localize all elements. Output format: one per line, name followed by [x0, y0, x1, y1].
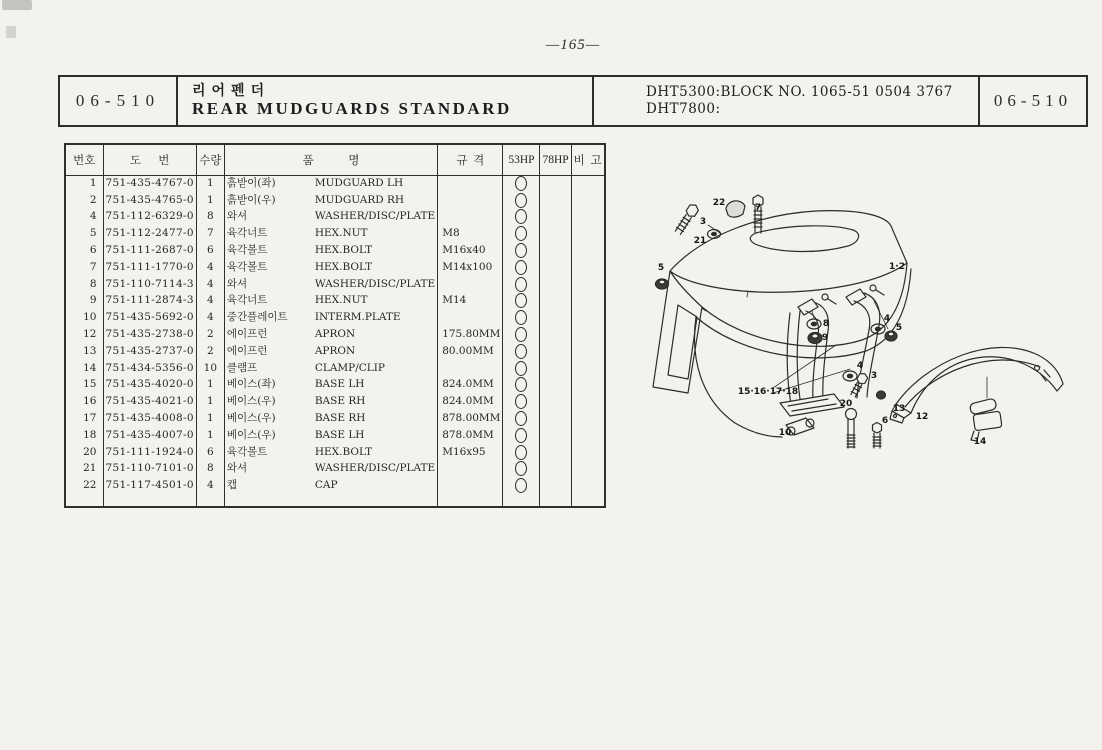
- cell-row-number: 20: [65, 444, 103, 461]
- cell-row-number: 4: [65, 209, 103, 226]
- cell-53hp-mark: [503, 293, 540, 310]
- cell-row-number: 12: [65, 326, 103, 343]
- cell-78hp-mark: [540, 326, 571, 343]
- col-header-spec: 규 격: [438, 144, 503, 175]
- cell-remark: [571, 293, 604, 310]
- washer-part-21: [708, 230, 721, 239]
- cell-part-number: 751-112-2477-0: [103, 225, 196, 242]
- cell-row-number: 14: [65, 360, 103, 377]
- parts-table: [64, 143, 606, 508]
- cell-part-name: [224, 242, 437, 259]
- cell-part-number: 751-435-4020-0: [103, 377, 196, 394]
- applicability-circle: [515, 344, 527, 359]
- cell-quantity: 10: [196, 360, 224, 377]
- cell-part-number: 751-110-7114-3: [103, 276, 196, 293]
- cell-remark: [571, 276, 604, 293]
- cell-part-number: 751-117-4501-0: [103, 477, 196, 494]
- cell-spec: 824.0MM: [438, 393, 503, 410]
- cell-spec: [438, 477, 503, 494]
- applicability-circle: [515, 327, 527, 342]
- callout-label-13: 13: [892, 404, 906, 414]
- part-name-english: WASHER/DISC/PLATE: [314, 210, 436, 223]
- part-name-korean: 클램프: [226, 361, 258, 374]
- title-english: REAR MUDGUARDS STANDARD: [192, 99, 512, 118]
- cell-quantity: 4: [196, 293, 224, 310]
- cell-53hp-mark: [503, 427, 540, 444]
- cell-row-number: 21: [65, 461, 103, 478]
- callout-label-15-16-17-18: 15·16·17·18: [737, 387, 799, 397]
- cell-78hp-mark: [540, 410, 571, 427]
- cell-remark: [571, 410, 604, 427]
- cell-part-number: 751-435-4767-0: [103, 175, 196, 192]
- cell-78hp-mark: [540, 427, 571, 444]
- callout-label-22: 22: [712, 198, 726, 208]
- col-header-part-number: 도 번: [103, 144, 196, 175]
- cell-part-number: 751-435-4007-0: [103, 427, 196, 444]
- cell-53hp-mark: [503, 225, 540, 242]
- part-name-english: HEX.BOLT: [314, 244, 373, 257]
- applicability-circle: [515, 260, 527, 275]
- table-row: [65, 326, 605, 343]
- cell-part-name: [224, 343, 437, 360]
- cell-remark: [571, 326, 604, 343]
- cell-spec: [438, 360, 503, 377]
- table-row: [65, 393, 605, 410]
- cell-part-name: [224, 225, 437, 242]
- cell-quantity: 4: [196, 259, 224, 276]
- applicability-circle: [515, 461, 527, 476]
- applicability-circle: [515, 277, 527, 292]
- col-header-remarks: 비 고: [571, 144, 604, 175]
- cell-row-number: 7: [65, 259, 103, 276]
- callout-label-20: 20: [839, 399, 853, 409]
- table-row: [65, 410, 605, 427]
- cell-53hp-mark: [503, 343, 540, 360]
- cell-spec: [438, 175, 503, 192]
- part-name-english: WASHER/DISC/PLATE: [314, 277, 436, 290]
- model-line-1: DHT5300:BLOCK NO. 1065-51 0504 3767: [646, 84, 953, 100]
- part-name-korean: 베이스(우): [226, 412, 276, 425]
- bolt-part-6: [873, 423, 882, 449]
- part-name-korean: 육각너트: [226, 227, 268, 240]
- part-name-english: CAP: [314, 479, 338, 492]
- callout-label-4: 4: [883, 314, 891, 324]
- section-code-right: 06-510: [993, 91, 1073, 110]
- nut-below-bolt-3: [877, 391, 886, 399]
- cell-row-number: 5: [65, 225, 103, 242]
- table-row: [65, 309, 605, 326]
- cell-78hp-mark: [540, 477, 571, 494]
- nut-part-9: [808, 333, 822, 344]
- parts-table-header: [65, 144, 605, 175]
- nut-part-5-right: [885, 331, 897, 341]
- applicability-circle: [515, 293, 527, 308]
- cell-row-number: 1: [65, 175, 103, 192]
- part-name-english: BASE RH: [314, 412, 366, 425]
- applicability-circle: [515, 193, 527, 208]
- applicability-circle: [515, 310, 527, 325]
- cell-row-number: 16: [65, 393, 103, 410]
- cell-part-number: 751-435-4021-0: [103, 393, 196, 410]
- cell-part-name: [224, 192, 437, 209]
- cell-remark: [571, 343, 604, 360]
- cell-part-name: [224, 477, 437, 494]
- section-code-left: 06-510: [60, 77, 178, 125]
- part-name-english: MUDGUARD LH: [314, 177, 404, 190]
- parts-table-body: [65, 175, 605, 507]
- applicability-circle: [515, 377, 527, 392]
- applicability-circle: [515, 209, 527, 224]
- part-name-korean: 중간플레이트: [226, 311, 288, 324]
- cell-quantity: 8: [196, 209, 224, 226]
- title-korean: 리어펜더: [192, 84, 271, 99]
- cell-spec: [438, 192, 503, 209]
- bolt-part-20: [846, 409, 857, 449]
- cell-part-name: [224, 259, 437, 276]
- applicability-circle: [515, 478, 527, 493]
- part-name-english: WASHER/DISC/PLATE: [314, 462, 436, 475]
- cell-78hp-mark: [540, 209, 571, 226]
- part-name-korean: 와셔: [226, 210, 248, 223]
- table-row: [65, 242, 605, 259]
- cell-quantity: 1: [196, 192, 224, 209]
- callout-label-5: 5: [895, 323, 903, 333]
- table-row: [65, 444, 605, 461]
- cell-spec: 175.80MM: [438, 326, 503, 343]
- page-number: —165—: [545, 37, 601, 53]
- cell-53hp-mark: [503, 242, 540, 259]
- col-header-part-name: 품 명: [224, 144, 437, 175]
- cell-quantity: 6: [196, 444, 224, 461]
- applicability-circle: [515, 411, 527, 426]
- cell-part-name: [224, 461, 437, 478]
- cell-quantity: 7: [196, 225, 224, 242]
- cell-53hp-mark: [503, 377, 540, 394]
- cell-part-number: 751-111-2874-3: [103, 293, 196, 310]
- part-name-korean: 와셔: [226, 462, 248, 475]
- washer-part-4-middle: [843, 371, 857, 381]
- cell-quantity: 2: [196, 343, 224, 360]
- cell-53hp-mark: [503, 326, 540, 343]
- cell-part-number: 751-435-4008-0: [103, 410, 196, 427]
- callout-label-7: 7: [754, 203, 762, 213]
- cell-remark: [571, 175, 604, 192]
- cell-row-number: 6: [65, 242, 103, 259]
- cell-53hp-mark: [503, 444, 540, 461]
- cell-remark: [571, 427, 604, 444]
- callout-label-8: 8: [822, 319, 830, 329]
- bracket-part-10: [786, 418, 814, 435]
- cell-part-number: 751-111-1770-0: [103, 259, 196, 276]
- table-row: [65, 293, 605, 310]
- cell-78hp-mark: [540, 242, 571, 259]
- cell-spec: [438, 461, 503, 478]
- model-cell: [594, 77, 980, 125]
- cell-remark: [571, 192, 604, 209]
- applicability-circle: [515, 394, 527, 409]
- cell-part-number: 751-434-5356-0: [103, 360, 196, 377]
- cell-spec: M16x95: [438, 444, 503, 461]
- part-name-english: INTERM.PLATE: [314, 311, 401, 324]
- cell-spec: 80.00MM: [438, 343, 503, 360]
- part-name-english: HEX.NUT: [314, 227, 368, 240]
- cell-part-number: 751-435-4765-0: [103, 192, 196, 209]
- col-header-qty: 수량: [196, 144, 224, 175]
- cell-quantity: 4: [196, 309, 224, 326]
- cell-spec: M14x100: [438, 259, 503, 276]
- part-name-english: HEX.BOLT: [314, 445, 373, 458]
- cell-part-name: [224, 276, 437, 293]
- callout-label-14: 14: [973, 437, 987, 447]
- cell-spec: 824.0MM: [438, 377, 503, 394]
- cell-53hp-mark: [503, 461, 540, 478]
- cell-remark: [571, 393, 604, 410]
- part-name-english: HEX.BOLT: [314, 260, 373, 273]
- table-row: [65, 225, 605, 242]
- cell-quantity: 4: [196, 276, 224, 293]
- applicability-circle: [515, 243, 527, 258]
- cell-quantity: 4: [196, 477, 224, 494]
- cell-spec: M14: [438, 293, 503, 310]
- col-header-78hp: 78HP: [540, 144, 571, 175]
- part-name-english: HEX.NUT: [314, 294, 368, 307]
- table-row: [65, 175, 605, 192]
- cap-part-22: [726, 201, 745, 217]
- washer-part-8: [807, 319, 821, 329]
- table-row: [65, 461, 605, 478]
- part-name-korean: 에이프런: [226, 328, 268, 341]
- table-row: [65, 377, 605, 394]
- cell-part-number: 751-111-1924-0: [103, 444, 196, 461]
- table-row: [65, 192, 605, 209]
- cell-78hp-mark: [540, 259, 571, 276]
- cell-remark: [571, 309, 604, 326]
- model-line-2: DHT7800:: [646, 101, 721, 117]
- cell-spec: M16x40: [438, 242, 503, 259]
- title-block: [58, 75, 1088, 127]
- callout-label-5: 5: [657, 263, 665, 273]
- cell-part-name: [224, 393, 437, 410]
- callout-label-6: 6: [881, 416, 889, 426]
- cell-remark: [571, 461, 604, 478]
- bolt-part-7: [753, 195, 763, 233]
- cell-remark: [571, 209, 604, 226]
- cell-row-number: 9: [65, 293, 103, 310]
- cell-quantity: 8: [196, 461, 224, 478]
- cell-78hp-mark: [540, 393, 571, 410]
- cell-spec: [438, 209, 503, 226]
- scan-binder-mark-2: [6, 26, 16, 38]
- nut-part-5-left: [656, 279, 669, 289]
- applicability-circle: [515, 176, 527, 191]
- cell-part-number: 751-435-2738-0: [103, 326, 196, 343]
- part-name-korean: 육각너트: [226, 294, 268, 307]
- cell-row-number: 13: [65, 343, 103, 360]
- part-name-korean: 베이스(우): [226, 428, 276, 441]
- cell-remark: [571, 259, 604, 276]
- part-name-english: BASE LH: [314, 428, 365, 441]
- cell-quantity: 1: [196, 175, 224, 192]
- table-row: [65, 343, 605, 360]
- cell-78hp-mark: [540, 175, 571, 192]
- cell-53hp-mark: [503, 175, 540, 192]
- cell-row-number: 15: [65, 377, 103, 394]
- callout-label-3: 3: [870, 371, 878, 381]
- cell-53hp-mark: [503, 259, 540, 276]
- cell-part-number: 751-112-6329-0: [103, 209, 196, 226]
- table-row: [65, 276, 605, 293]
- part-name-english: APRON: [314, 344, 356, 357]
- cell-part-name: [224, 377, 437, 394]
- cell-remark: [571, 444, 604, 461]
- part-name-english: BASE RH: [314, 395, 366, 408]
- cell-part-number: 751-110-7101-0: [103, 461, 196, 478]
- cell-78hp-mark: [540, 309, 571, 326]
- cell-spec: [438, 276, 503, 293]
- col-header-no: 번호: [65, 144, 103, 175]
- cell-row-number: 2: [65, 192, 103, 209]
- scan-binder-mark: [2, 0, 32, 10]
- cell-spec: 878.00MM: [438, 410, 503, 427]
- part-name-korean: 베이스(좌): [226, 378, 276, 391]
- cell-78hp-mark: [540, 377, 571, 394]
- applicability-circle: [515, 428, 527, 443]
- table-row: [65, 360, 605, 377]
- cell-remark: [571, 225, 604, 242]
- cell-78hp-mark: [540, 276, 571, 293]
- cell-remark: [571, 360, 604, 377]
- clamp-part-14: [969, 398, 1002, 441]
- callout-label-9: 9: [821, 333, 829, 343]
- table-row: [65, 259, 605, 276]
- cell-quantity: 6: [196, 242, 224, 259]
- cell-78hp-mark: [540, 444, 571, 461]
- applicability-circle: [515, 226, 527, 241]
- title-cell: [178, 77, 594, 125]
- part-name-korean: 에이프런: [226, 344, 268, 357]
- cell-row-number: 10: [65, 309, 103, 326]
- bolt-part-3-upper: [674, 202, 700, 235]
- cell-53hp-mark: [503, 276, 540, 293]
- cell-part-number: 751-435-5692-0: [103, 309, 196, 326]
- callout-label-3: 3: [699, 217, 707, 227]
- part-name-korean: 육각볼트: [226, 244, 268, 257]
- cell-part-name: [224, 410, 437, 427]
- cell-spec: M8: [438, 225, 503, 242]
- cell-remark: [571, 377, 604, 394]
- cell-53hp-mark: [503, 192, 540, 209]
- cell-53hp-mark: [503, 393, 540, 410]
- cell-part-number: 751-435-2737-0: [103, 343, 196, 360]
- part-name-korean: 흙받이(우): [226, 193, 276, 206]
- table-row: [65, 427, 605, 444]
- cell-part-name: [224, 209, 437, 226]
- part-name-english: APRON: [314, 328, 356, 341]
- part-name-korean: 흙받이(좌): [226, 177, 276, 190]
- table-row: [65, 477, 605, 494]
- table-row: [65, 209, 605, 226]
- cell-part-name: [224, 427, 437, 444]
- cell-part-name: [224, 293, 437, 310]
- cell-row-number: 17: [65, 410, 103, 427]
- cell-quantity: 1: [196, 427, 224, 444]
- cell-78hp-mark: [540, 225, 571, 242]
- cell-part-name: [224, 326, 437, 343]
- applicability-circle: [515, 361, 527, 376]
- cell-part-name: [224, 175, 437, 192]
- part-name-english: CLAMP/CLIP: [314, 361, 385, 374]
- table-bottom-spacer: [65, 494, 605, 507]
- cell-row-number: 18: [65, 427, 103, 444]
- callout-label-12: 12: [915, 412, 929, 422]
- callout-label-1-2: 1·2: [889, 262, 905, 272]
- col-header-53hp: 53HP: [503, 144, 540, 175]
- part-name-korean: 캡: [226, 479, 237, 492]
- callout-label-4: 4: [856, 361, 864, 371]
- cell-78hp-mark: [540, 360, 571, 377]
- cell-78hp-mark: [540, 461, 571, 478]
- cell-78hp-mark: [540, 293, 571, 310]
- cell-quantity: 2: [196, 326, 224, 343]
- cell-spec: [438, 309, 503, 326]
- cell-quantity: 1: [196, 393, 224, 410]
- cell-part-name: [224, 360, 437, 377]
- cell-row-number: 8: [65, 276, 103, 293]
- cell-part-name: [224, 444, 437, 461]
- mudguard-diagram-svg: [640, 185, 1080, 485]
- exploded-parts-diagram: [640, 185, 1080, 485]
- cell-53hp-mark: [503, 360, 540, 377]
- cell-53hp-mark: [503, 309, 540, 326]
- part-name-korean: 육각볼트: [226, 260, 268, 273]
- cell-53hp-mark: [503, 410, 540, 427]
- cell-78hp-mark: [540, 192, 571, 209]
- part-name-english: BASE LH: [314, 378, 365, 391]
- cell-remark: [571, 242, 604, 259]
- cell-spec: 878.0MM: [438, 427, 503, 444]
- cell-53hp-mark: [503, 477, 540, 494]
- cell-remark: [571, 477, 604, 494]
- cell-quantity: 1: [196, 410, 224, 427]
- cell-part-name: [224, 309, 437, 326]
- cell-quantity: 1: [196, 377, 224, 394]
- cell-part-number: 751-111-2687-0: [103, 242, 196, 259]
- callout-label-21: 21: [693, 236, 707, 246]
- applicability-circle: [515, 445, 527, 460]
- part-name-korean: 육각볼트: [226, 445, 268, 458]
- part-name-korean: 와셔: [226, 277, 248, 290]
- cell-row-number: 22: [65, 477, 103, 494]
- cell-78hp-mark: [540, 343, 571, 360]
- cell-53hp-mark: [503, 209, 540, 226]
- part-name-english: MUDGUARD RH: [314, 193, 405, 206]
- callout-label-10: 10: [778, 428, 792, 438]
- part-name-korean: 베이스(우): [226, 395, 276, 408]
